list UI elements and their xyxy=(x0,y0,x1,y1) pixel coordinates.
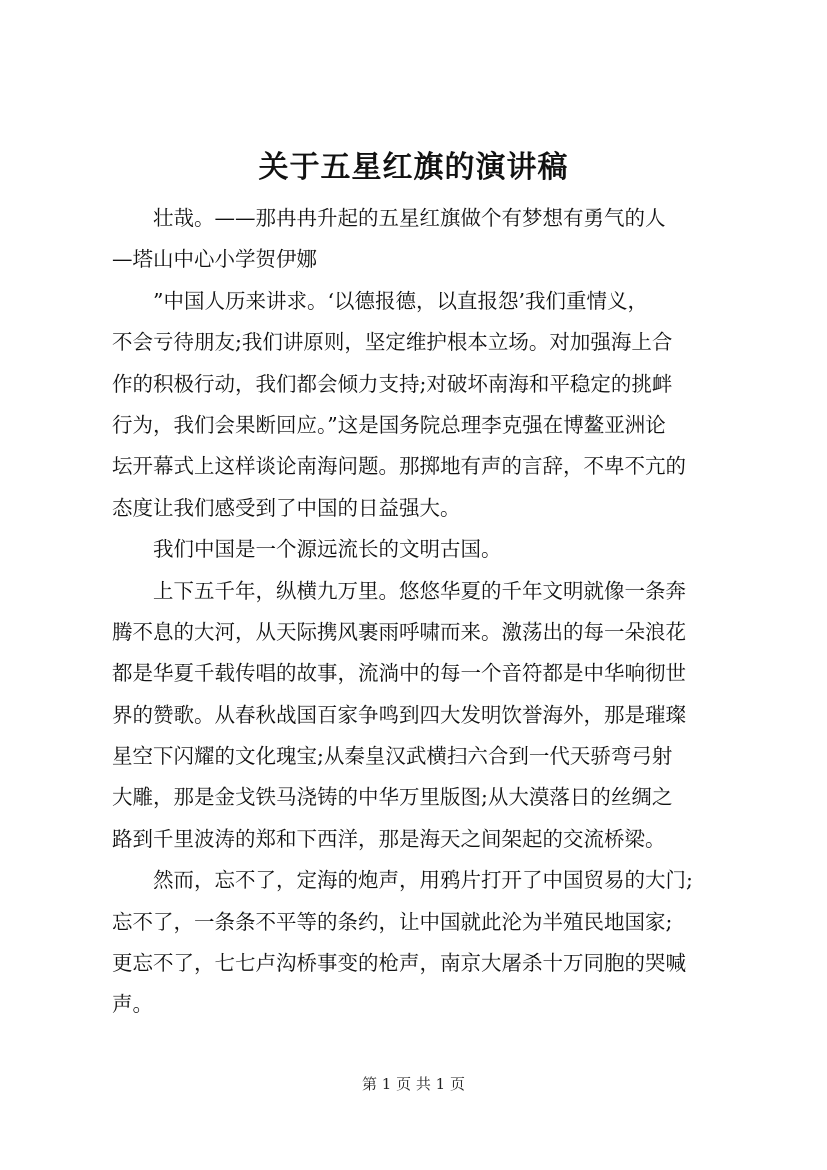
body-line: 不会亏待朋友;我们讲原则，坚定维护根本立场。对加强海上合 xyxy=(112,330,673,355)
body-line: 更忘不了，七七卢沟桥事变的枪声，南京大屠杀十万同胞的哭喊 xyxy=(112,951,686,976)
body-line: 忘不了，一条条不平等的条约，让中国就此沦为半殖民地国家; xyxy=(112,909,673,934)
body-line: 路到千里波涛的郑和下西洋，那是海天之间架起的交流桥梁。 xyxy=(112,826,666,851)
body-line: 坛开幕式上这样谈论南海问题。那掷地有声的言辞，不卑不亢的 xyxy=(112,454,686,479)
body-line: ”中国人历来讲求。‘以德报德，以直报怨’我们重情义， xyxy=(153,288,649,313)
body-line: 大雕，那是金戈铁马浇铸的中华万里版图;从大漠落日的丝绸之 xyxy=(112,785,673,810)
body-line: 星空下闪耀的文化瑰宝;从秦皇汉武横扫六合到一代天骄弯弓射 xyxy=(112,744,673,769)
body-line: 壮哉。——那冉冉升起的五星红旗做个有梦想有勇气的人 xyxy=(153,206,666,230)
document-title: 关于五星红旗的演讲稿 xyxy=(258,150,569,185)
body-line: 上下五千年，纵横九万里。悠悠华夏的千年文明就像一条奔 xyxy=(153,578,686,603)
body-line: 我们中国是一个源远流长的文明古国。 xyxy=(153,537,502,562)
body-line: —塔山中心小学贺伊娜 xyxy=(112,247,317,272)
body-line: 腾不息的大河，从天际携风裹雨呼啸而来。激荡出的每一朵浪花 xyxy=(112,619,686,644)
body-line: 行为，我们会果断回应。”这是国务院总理李克强在博鳌亚洲论 xyxy=(112,412,666,437)
body-line: 然而，忘不了，定海的炮声，用鸦片打开了中国贸易的大门; xyxy=(153,868,693,893)
body-line: 态度让我们感受到了中国的日益强大。 xyxy=(112,495,461,520)
body-line: 都是华夏千载传唱的故事，流淌中的每一个音符都是中华响彻世 xyxy=(112,661,686,686)
body-line: 声。 xyxy=(112,992,153,1017)
page-footer: 第 1 页 共 1 页 xyxy=(362,1075,465,1093)
body-line: 界的赞歌。从春秋战国百家争鸣到四大发明饮誉海外，那是璀璨 xyxy=(112,702,686,727)
body-line: 作的积极行动，我们都会倾力支持;对破坏南海和平稳定的挑衅 xyxy=(112,371,673,396)
document-body xyxy=(112,198,724,1026)
